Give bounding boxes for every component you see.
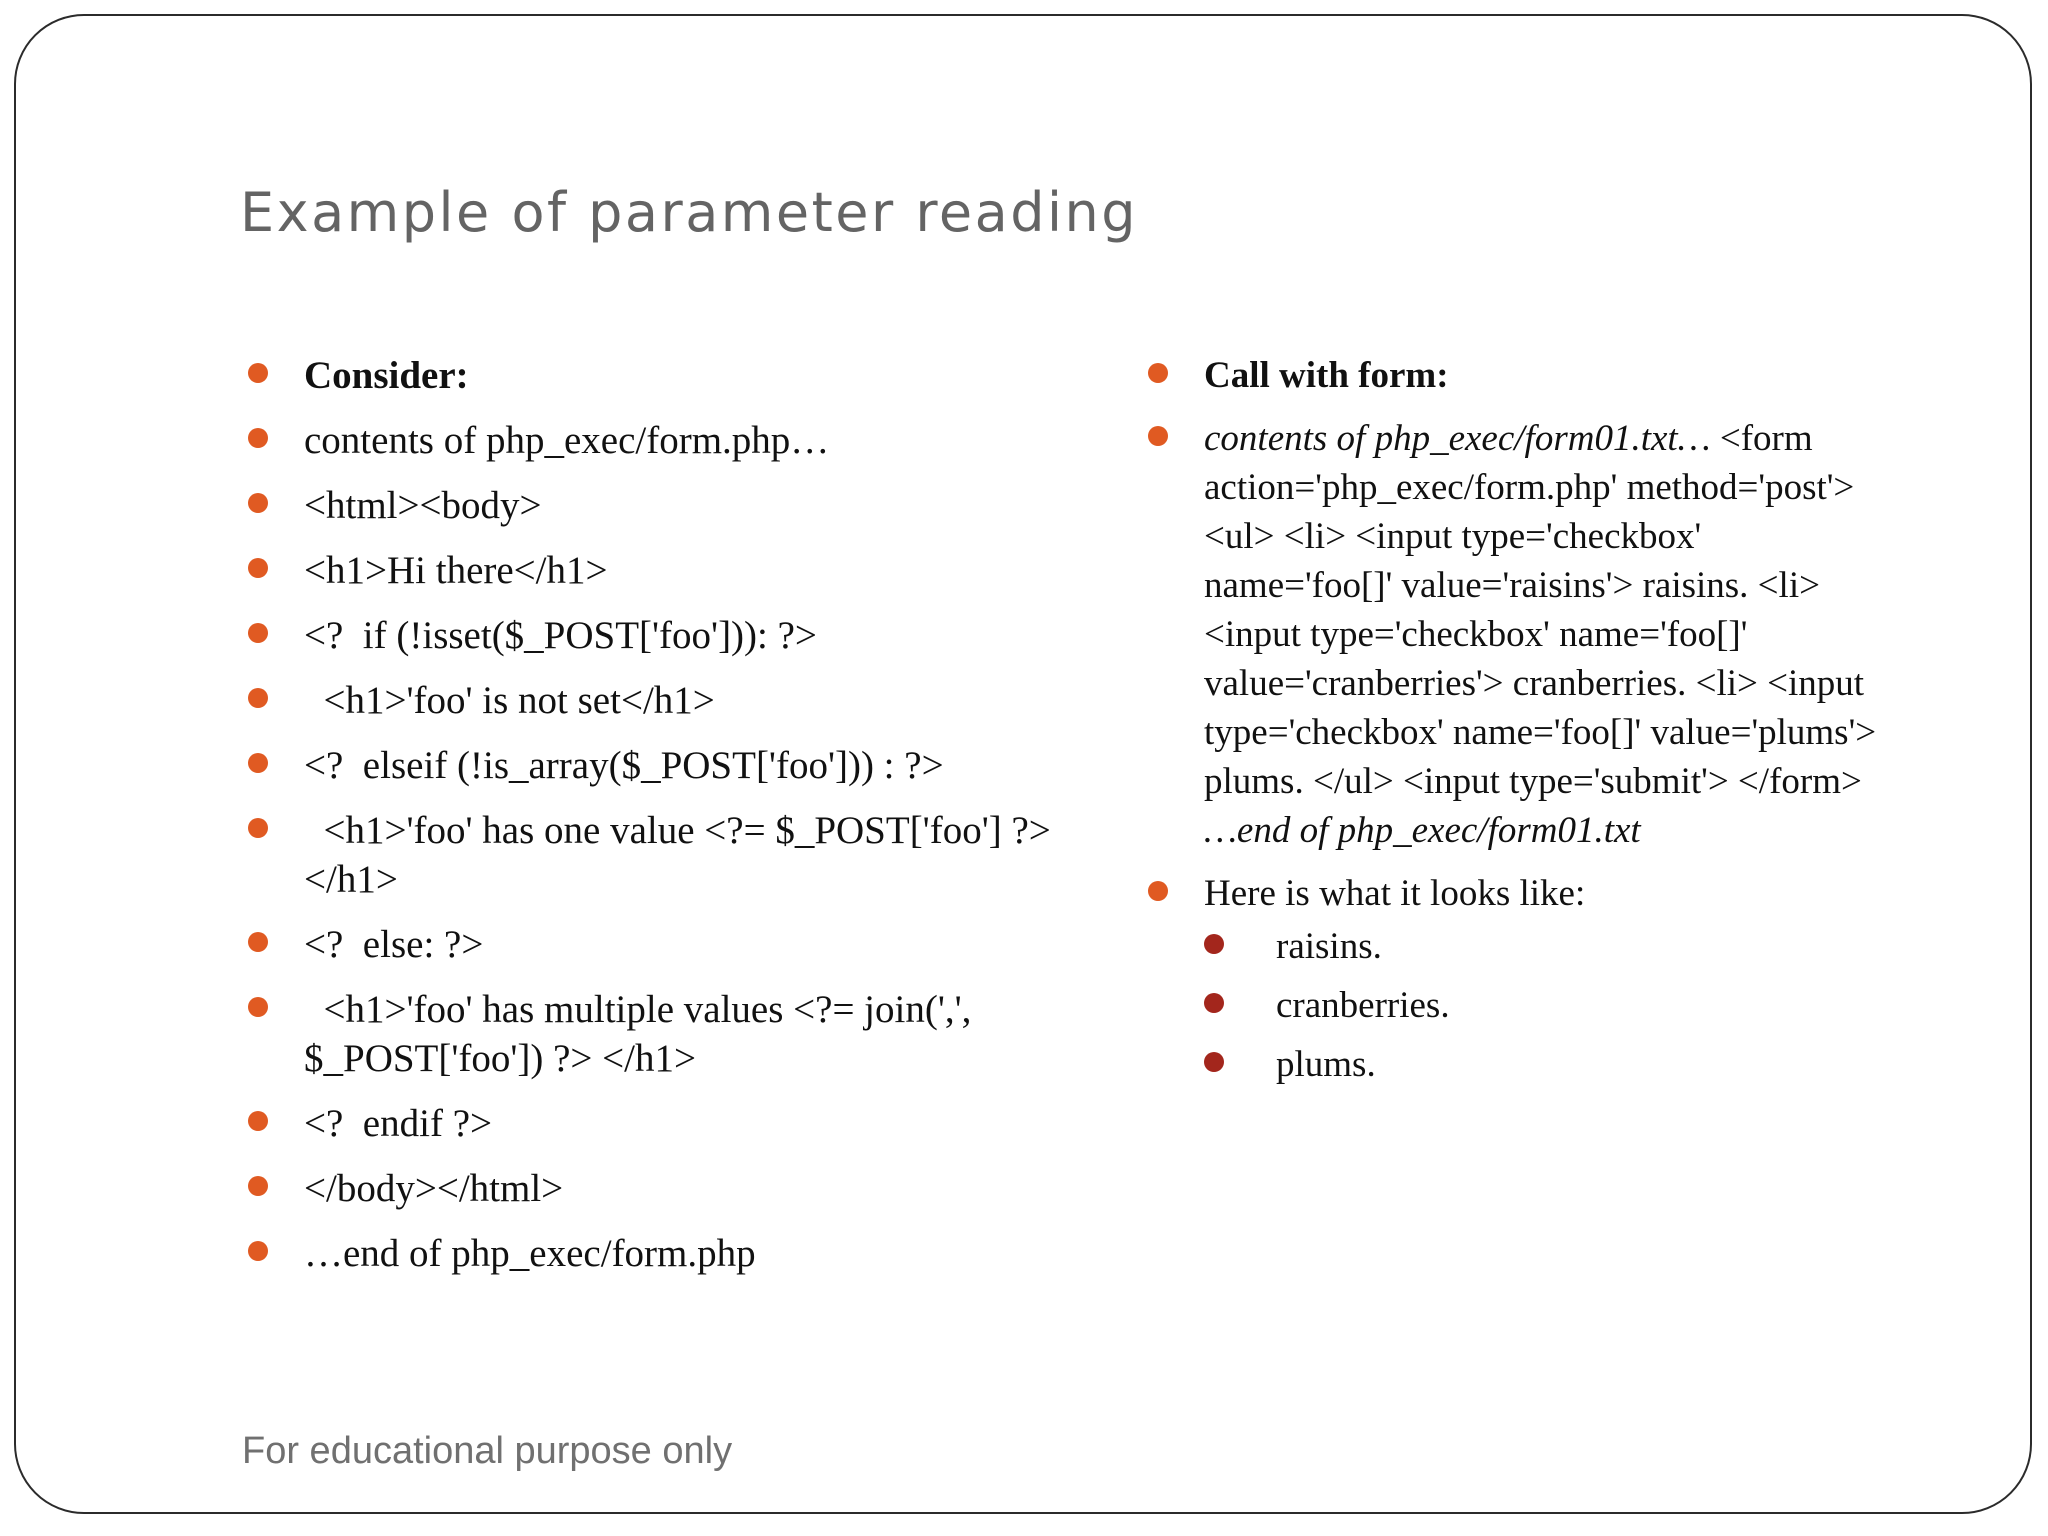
bullet-icon [1148,881,1168,901]
list-item [248,546,1088,595]
list-item [248,351,1088,400]
list-item [248,985,1088,1083]
bullet-text: <? elseif (!is_array($_POST['foo'])) : ?> [304,744,944,787]
form-code: <form action='php_exec/form.php' method='post'> <ul> <li> <input type='checkbox' name='foo[]' value='raisins'> raisins. <li> <input type='checkbox' name='foo[]' value='cranberries'> cranberries. <li> <input type='checkbox' name='foo[]' value='plums'> plums. </ul> <input type='submit'> </form> [1204,418,1877,802]
bullet-icon [248,428,268,448]
bullet-icon [248,753,268,773]
list-item [248,416,1088,465]
bullet-icon [248,493,268,513]
bullet-icon [248,558,268,578]
list-item [248,1164,1088,1213]
bullet-icon [248,932,268,952]
sub-bullet-list [1204,922,1888,1089]
list-item [248,611,1088,660]
sub-list-item [1204,922,1888,971]
footer-note: For educational purpose only [242,1430,733,1472]
bullet-icon [248,363,268,383]
list-item [248,481,1088,530]
sub-list-item [1204,981,1888,1030]
list-item [248,741,1088,790]
bullet-text: Consider: [304,354,469,397]
bullet-text: contents of php_exec/form.php… [304,419,830,462]
bullet-icon [1148,426,1168,446]
list-item [248,920,1088,969]
bullet-text: <? else: ?> [304,923,484,966]
bullet-text: <html><body> [304,484,542,527]
bullet-text: <h1>'foo' has multiple values <?= join(',', $_POST['foo']) ?> </h1> [304,988,982,1080]
form-end: …end of php_exec/form01.txt [1204,810,1641,851]
bullet-text: <h1>'foo' is not set</h1> [304,679,715,722]
sub-item-text: cranberries. [1276,985,1450,1026]
bullet-icon [248,1176,268,1196]
slide-frame [14,14,2032,1514]
bullet-text: <? endif ?> [304,1102,492,1145]
bullet-icon [248,818,268,838]
form-intro: contents of php_exec/form01.txt… [1204,418,1711,459]
bullet-text: <h1>'foo' has one value <?= $_POST['foo'] ?> </h1> [304,809,1061,901]
list-item [248,1099,1088,1148]
bullet-icon [248,997,268,1017]
sub-bullet-icon [1204,1052,1224,1072]
slide-title: Example of parameter reading [240,181,1139,244]
bullet-icon [248,1111,268,1131]
sub-item-text: plums. [1276,1044,1376,1085]
bullet-text: </body></html> [304,1167,564,1210]
list-item [248,806,1088,904]
bullet-icon [248,688,268,708]
list-item [1148,414,1888,855]
bullet-text: <? if (!isset($_POST['foo'])): ?> [304,614,817,657]
call-heading: Call with form: [1204,355,1449,396]
sub-list-item [1204,1040,1888,1089]
bullet-text: …end of php_exec/form.php [304,1232,756,1275]
bullet-icon [248,1241,268,1261]
sub-bullet-icon [1204,934,1224,954]
list-item [1148,869,1888,1089]
right-bullet-list [1148,351,1888,1103]
bullet-icon [248,623,268,643]
sub-item-text: raisins. [1276,926,1382,967]
left-bullet-list [248,351,1088,1294]
bullet-icon [1148,363,1168,383]
looks-like-text: Here is what it looks like: [1204,873,1586,914]
sub-bullet-icon [1204,993,1224,1013]
list-item [1148,351,1888,400]
bullet-text: <h1>Hi there</h1> [304,549,608,592]
list-item [248,1229,1088,1278]
list-item [248,676,1088,725]
